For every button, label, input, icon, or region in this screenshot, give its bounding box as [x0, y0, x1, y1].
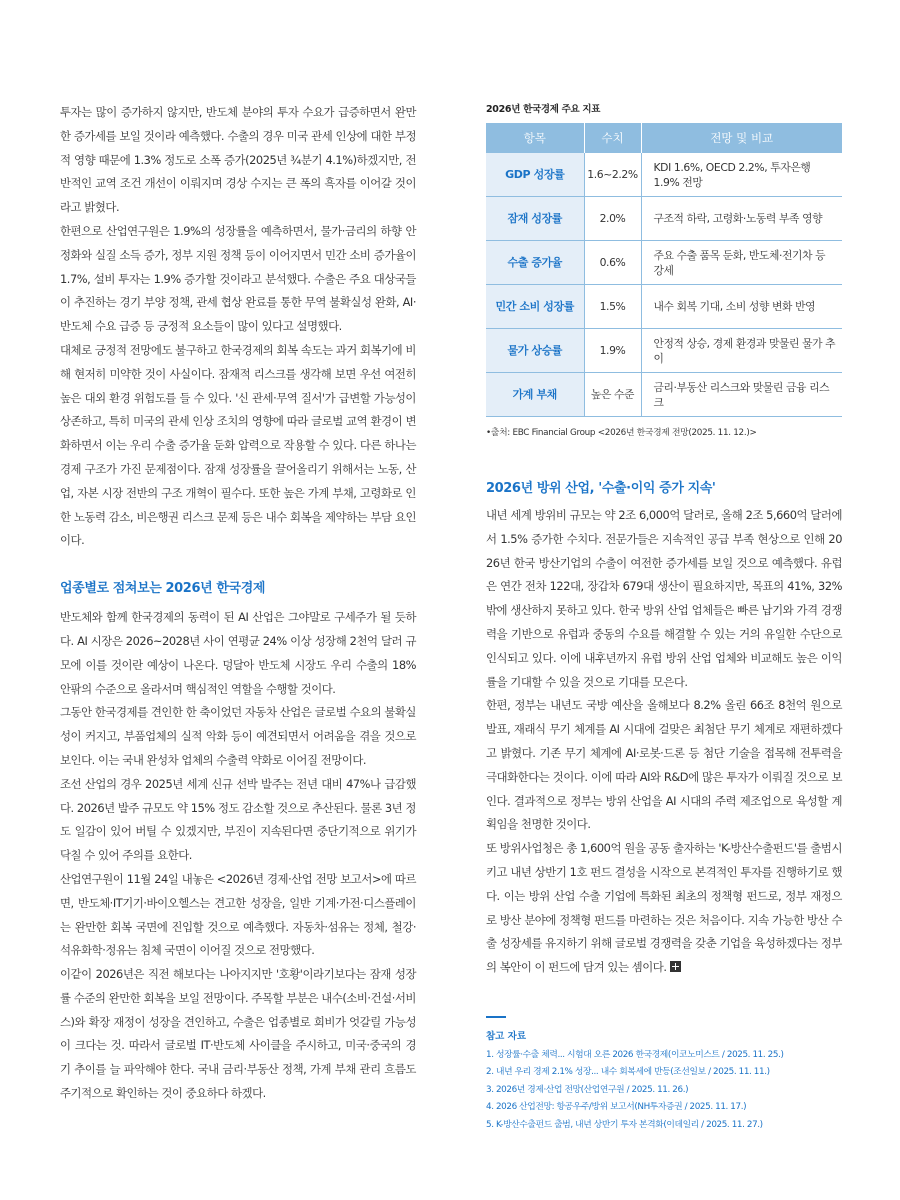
- table-row: [486, 241, 842, 285]
- references: [486, 1016, 842, 1135]
- paragraph: 조선 산업의 경우 2025년 세계 신규 선박 발주는 전년 대비 47%나 급감했다. 2026년 발주 규모도 약 15% 정도 감소할 것으로 추산된다. 물론 3년 정도 일감이 있어 버틸 수 있겠지만, 부진이 지속된다면 중단기적으로 위기가 닥칠 수 있어 주의를 요한다.: [60, 776, 416, 863]
- row-outlook: 안정적 상승, 경제 환경과 맞물린 물가 추이: [641, 329, 842, 373]
- row-outlook: 주요 수출 품목 둔화, 반도체·전기차 등 강세: [641, 241, 842, 285]
- reference-item: 2. 내년 우리 경제 2.1% 성장... 내수 회복세에 반등(조선일보 / 2025. 11. 11.): [486, 1067, 770, 1078]
- header-outlook: 전망 및 비교: [641, 123, 842, 153]
- table-row: [486, 197, 842, 241]
- section-title-industry: 업종별로 점쳐보는 2026년 한국경제: [60, 581, 266, 597]
- paragraph: 내년 세계 방위비 규모는 약 2조 6,000억 달러로, 올해 2조 5,660억 달러에서 1.5% 증가한 수치다. 전문가들은 지속적인 공급 부족 현상으로 인해 2026년 한국 방산기업의 수출이 여전한 증가세를 보일 것으로 예측했다. 유럽은 연간 전차 122대, 장갑차 679대 생산이 필요하지만, 목표의 41%, 32%밖에 생산하지 못하고 있다. 한국 방위 산업 업체들은 빠른 납기와 가격 경쟁력을 기반으로 유럽과 중동의 수요를 해결할 수 있는 거의 유일한 수단으로 인식되고 있다. 이에 내후년까지 유럽 방위 산업 업체와 비교해도 높은 이익률을 기대할 수 있을 것으로 기대를 모은다.: [486, 508, 842, 689]
- row-value: 0.6%: [584, 241, 641, 285]
- row-outlook: 금리·부동산 리스크와 맞물린 금융 리스크: [641, 373, 842, 417]
- header-item: 항목: [486, 123, 584, 153]
- paragraph: 그동안 한국경제를 견인한 한 축이었던 자동차 산업은 글로벌 수요의 불확실성이 커지고, 부품업체의 실적 악화 등이 예견되면서 어려움을 겪을 것으로 보인다. 이는 국내 완성차 업체의 수출력 약화로 이어질 전망이다.: [60, 705, 416, 767]
- row-item: 수출 증가율: [486, 241, 584, 285]
- indicators-table: [486, 123, 842, 417]
- row-value: 2.0%: [584, 197, 641, 241]
- row-item: 잠재 성장률: [486, 197, 584, 241]
- left-column: [60, 101, 416, 1106]
- row-item: GDP 성장률: [486, 153, 584, 197]
- references-title: 참고 자료: [486, 1030, 527, 1042]
- table-row: [486, 285, 842, 329]
- reference-item: 5. K-방산수출펀드 출범, 내년 상반기 투자 본격화(이데일리 / 2025. 11. 27.): [486, 1119, 763, 1130]
- section-title-defense: 2026년 방위 산업, '수출·이익 증가 지속': [486, 481, 716, 496]
- references-divider: [486, 1016, 506, 1018]
- paragraph-last: [486, 837, 842, 980]
- table-header-row: [486, 123, 842, 153]
- paragraph: 반도체와 함께 한국경제의 동력이 된 AI 산업은 그야말로 구세주가 될 듯하다. AI 시장은 2026~2028년 사이 연평균 24% 이상 성장해 2천억 달러 규모에 이를 것이란 예상이 나온다. 덩달아 반도체 시장도 우리 수출의 18% 안팎의 수준으로 올라서며 핵심적인 역할을 수행할 것이다.: [60, 610, 416, 696]
- table-row: [486, 153, 842, 197]
- row-outlook: 구조적 하락, 고령화·노동력 부족 영향: [641, 197, 842, 241]
- paragraph: 한편, 정부는 내년도 국방 예산을 올해보다 8.2% 올린 66조 8천억 원으로 발표, 재래식 무기 체계를 AI 시대에 걸맞은 최첨단 무기 체계로 재편하겠다고 밝혔다. 기존 무기 체계에 AI·로봇·드론 등 첨단 기술을 접목해 전투력을 극대화한다는 것이다. 이에 따라 AI와 R&D에 많은 투자가 이뤄질 것으로 보인다. 결과적으로 정부는 방위 산업을 AI 시대의 주력 제조업으로 육성할 계획임을 천명한 것이다.: [486, 698, 842, 832]
- row-outlook: 내수 회복 기대, 소비 성향 변화 반영: [641, 285, 842, 329]
- row-value: 높은 수준: [584, 373, 641, 417]
- table-source: •출처: EBC Financial Group <2026년 한국경제 전망(2025. 11. 12.)>: [486, 428, 757, 438]
- right-column: [486, 101, 842, 1134]
- row-value: 1.5%: [584, 285, 641, 329]
- paragraph: 이같이 2026년은 직전 해보다는 나아지지만 '호황'이라기보다는 잠재 성장률 수준의 완만한 회복을 보일 전망이다. 주목할 부분은 내수(소비·건설·서비스)와 확장 재정이 성장을 견인하고, 수출은 업종별로 희비가 엇갈릴 가능성이 크다는 것. 따라서 글로벌 IT·반도체 사이클을 주시하고, 미국·중국의 경기 추이를 늘 파악해야 한다. 국내 금리·부동산 정책, 가계 부채 관리 흐름도 주기적으로 확인하는 것이 중요하다 하겠다.: [60, 967, 416, 1101]
- defense-paragraphs: [486, 504, 842, 980]
- row-item: 가계 부채: [486, 373, 584, 417]
- paragraph: 한편으로 산업연구원은 1.9%의 성장률을 예측하면서, 물가·금리의 하향 안정화와 실질 소득 증가, 정부 지원 정책 등이 이어지면서 민간 소비 증가율이 1.7%, 설비 투자는 1.9% 증가할 것이라고 분석했다. 수출은 주요 대상국들이 추진하는 경기 부양 정책, 관세 협상 완료를 통한 무역 불확실성 완화, AI·반도체 수요 급증 등 긍정적 요소들이 많이 있다고 설명했다.: [60, 223, 416, 334]
- row-value: 1.9%: [584, 329, 641, 373]
- table-title: 2026년 한국경제 주요 지표: [486, 104, 601, 115]
- intro-paragraphs: [60, 101, 416, 553]
- row-item: 물가 상승률: [486, 329, 584, 373]
- table-row: [486, 373, 842, 417]
- row-value: 1.6~2.2%: [584, 153, 641, 197]
- row-outlook: KDI 1.6%, OECD 2.2%, 투자은행 1.9% 전망: [641, 153, 842, 197]
- paragraph: 대체로 긍정적 전망에도 불구하고 한국경제의 회복 속도는 과거 회복기에 비해 현저히 미약한 것이 사실이다. 잠재적 리스크를 생각해 보면 우선 여전히 높은 대외 환경 위험도를 들 수 있다. '신 관세·무역 질서'가 급변할 가능성이 상존하고, 특히 미국의 관세 인상 조치의 영향에 따라 글로벌 교역 환경이 변화하면서 이는 우리 수출 증가율 둔화 압력으로 작용할 수 있다. 다른 하나는 경제 구조가 가진 문제점이다. 잠재 성장률을 끌어올리기 위해서는 노동, 산업, 자본 시장 전반의 구조 개혁이 필수다. 또한 높은 가계 부채, 고령화로 인한 노동력 감소, 비은행권 리스크 문제 등은 내수 회복을 제약하는 부담 요인이다.: [60, 342, 416, 548]
- last-paragraph-text: 또 방위사업청은 총 1,600억 원을 공동 출자하는 'K-방산수출펀드'를 출범시키고 내년 상반기 1호 펀드 결성을 시작으로 본격적인 투자를 진행하기로 했다. 이는 방위 산업 수출 기업에 특화된 최초의 정책형 펀드로, 정부 재정으로 방산 분야에 정책형 펀드를 마련하는 것은 처음이다. 지속 가능한 방산 수출 성장세를 유지하기 위해 글로벌 경쟁력을 갖춘 기업을 육성하겠다는 정부의 복안이 이 펀드에 담겨 있는 셈이다.: [486, 841, 842, 975]
- paragraph: 산업연구원이 11월 24일 내놓은 <2026년 경제·산업 전망 보고서>에 따르면, 반도체·IT기기·바이오헬스는 견고한 성장을, 일반 기계·가전·디스플레이는 완만한 회복 국면에 진입할 것으로 예측했다. 자동차·섬유는 정체, 철강·석유화학·정유는 침체 국면이 이어질 것으로 전망했다.: [60, 871, 416, 958]
- reference-item: 3. 2026년 경제·산업 전망(산업연구원 / 2025. 11. 26.): [486, 1084, 689, 1095]
- row-item: 민간 소비 성장률: [486, 285, 584, 329]
- header-value: 수치: [584, 123, 641, 153]
- industry-paragraphs: [60, 606, 416, 1106]
- paragraph: 투자는 많이 증가하지 않지만, 반도체 분야의 투자 수요가 급증하면서 완만한 증가세를 보일 것이라 예측했다. 수출의 경우 미국 관세 인상에 대한 부정적 영향 때문에 1.3% 정도로 소폭 증가(2025년 ¾분기 4.1%)하겠지만, 전반적인 교역 조건 개선이 이뤄지며 경상 수지는 큰 폭의 흑자를 이어갈 것이라고 밝혔다.: [60, 105, 416, 215]
- end-mark-icon: [670, 961, 681, 972]
- reference-item: 4. 2026 산업전망: 항공우주/방위 보고서(NH투자증권 / 2025. 11. 17.): [486, 1102, 747, 1113]
- reference-item: 1. 성장률·수출 체력... 시험대 오른 2026 한국경제(이코노미스트 / 2025. 11. 25.): [486, 1049, 784, 1060]
- table-row: [486, 329, 842, 373]
